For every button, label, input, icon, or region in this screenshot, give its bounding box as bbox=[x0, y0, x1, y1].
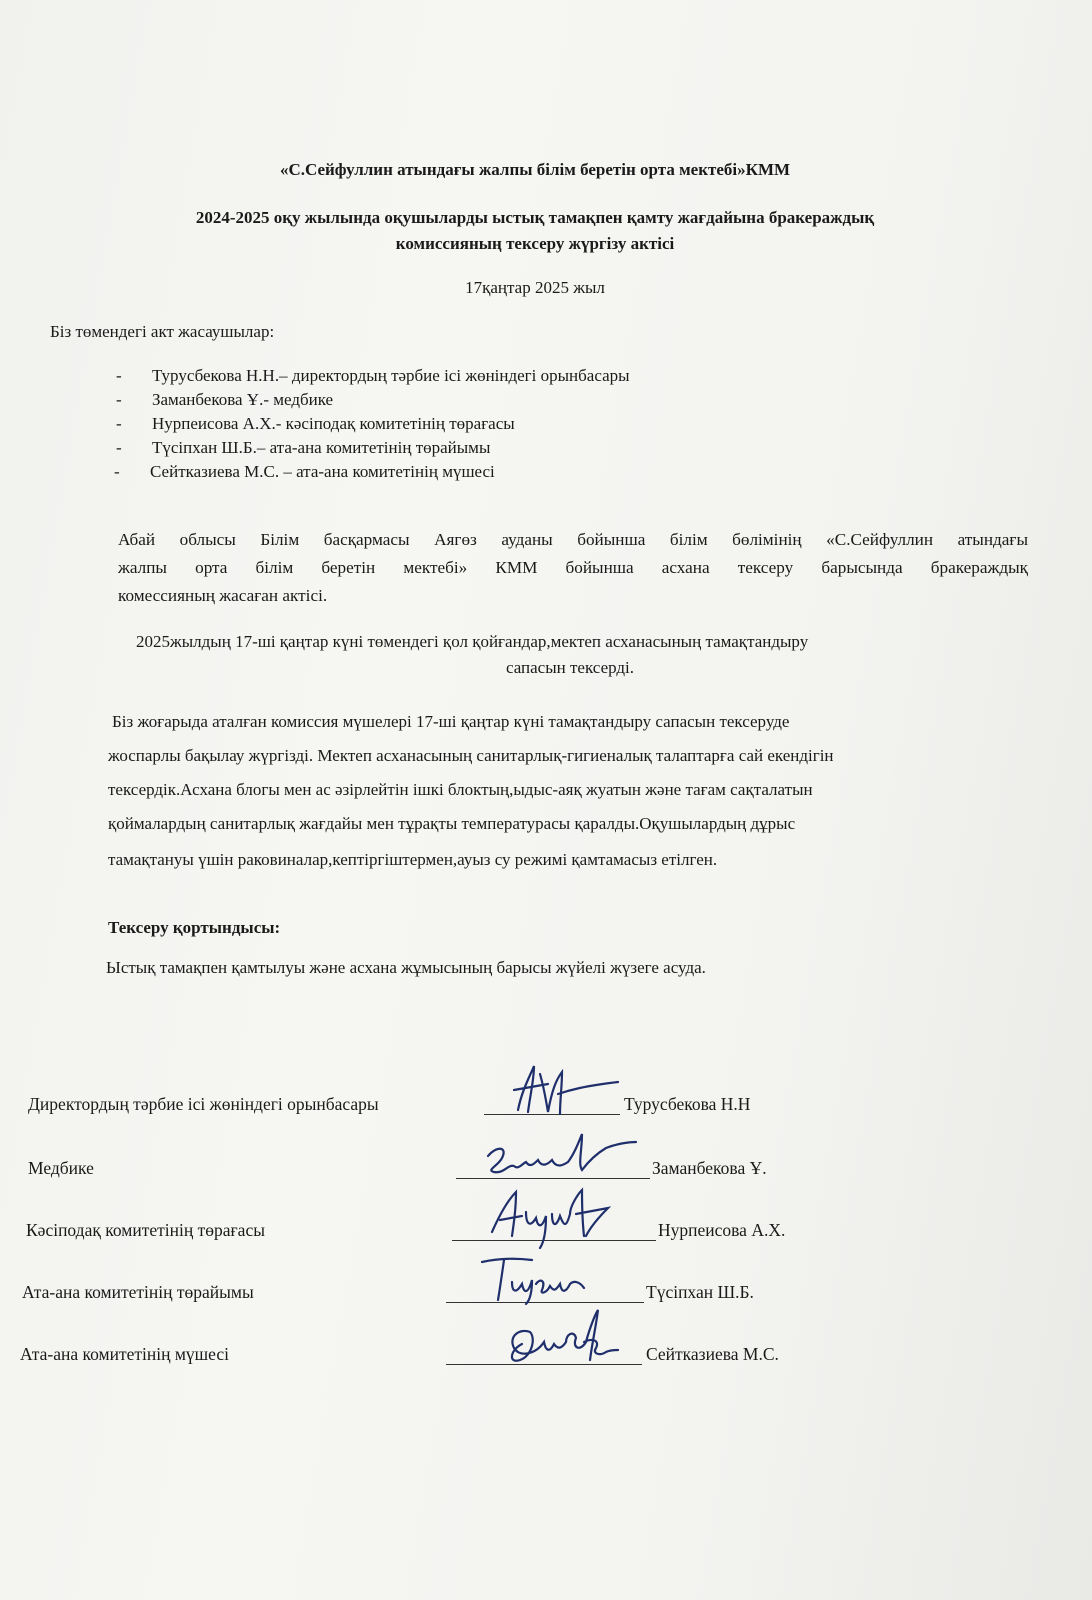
member-item: - Сейтказиева М.С. – ата-ана комитетінің мүшесі bbox=[114, 462, 495, 481]
member-text: Түсіпхан Ш.Б.– ата-ана комитетінің төрайымы bbox=[152, 438, 491, 457]
signature-name: Сейтказиева М.С. bbox=[646, 1344, 779, 1364]
paragraph-2-line: сапасын тексерді. bbox=[505, 658, 635, 677]
member-text: Нурпеисова А.Х.- кәсіподақ комитетінің төрағасы bbox=[152, 414, 515, 433]
paragraph-1-line: жалпы орта білім беретін мектебі» КММ бойынша асхана тексеру барысында бракераждық bbox=[118, 558, 1028, 577]
signature-role: Ата-ана комитетінің төрайымы bbox=[22, 1282, 254, 1302]
paragraph-3-line: Біз жоғарыда аталған комиссия мүшелері 17-ші қаңтар күні тамақтандыру сапасын тексеруде bbox=[112, 712, 790, 731]
member-text: Турусбекова Н.Н.– директордың тәрбие ісі жөніндегі орынбасары bbox=[152, 366, 630, 385]
signature-name: Түсіпхан Ш.Б. bbox=[646, 1282, 754, 1302]
member-item: - Түсіпхан Ш.Б.– ата-ана комитетінің төрайымы bbox=[116, 438, 491, 457]
signature-name: Турусбекова Н.Н bbox=[624, 1094, 751, 1114]
paragraph-3-line: жоспарлы бақылау жүргізді. Мектеп асханасының санитарлық-гигиеналық талаптарға сай екендігін bbox=[108, 746, 834, 765]
member-item: - Нурпеисова А.Х.- кәсіподақ комитетінің төрағасы bbox=[116, 414, 515, 433]
signature-image bbox=[500, 1060, 620, 1122]
paragraph-3-line: қоймалардың санитарлық жағдайы мен тұрақты температурасы қаралды.Оқушылардың дұрыс bbox=[108, 814, 796, 833]
document-date: 17қаңтар 2025 жыл bbox=[465, 278, 605, 297]
intro-text: Біз төмендегі акт жасаушылар: bbox=[50, 322, 275, 341]
signature-role: Директордың тәрбие ісі жөніндегі орынбасары bbox=[28, 1094, 379, 1114]
signature-name: Заманбекова Ұ. bbox=[652, 1158, 767, 1178]
signature-name: Нурпеисова А.Х. bbox=[658, 1220, 786, 1240]
signature-role: Ата-ана комитетінің мүшесі bbox=[20, 1344, 229, 1364]
conclusion-text: Ыстық тамақпен қамтылуы және асхана жұмысының барысы жүйелі жүзеге асуда. bbox=[106, 958, 706, 977]
conclusion-heading: Тексеру қортындысы: bbox=[108, 918, 281, 937]
paragraph-3-line: тексердік.Асхана блогы мен ас әзірлейтін ішкі блоктың,ыдыс-аяқ жуатын және тағам сақталатын bbox=[108, 780, 813, 799]
paragraph-1-line: комессияның жасаған актісі. bbox=[118, 586, 328, 605]
member-text: Сейтказиева М.С. – ата-ана комитетінің мүшесі bbox=[150, 462, 495, 481]
signature-role: Медбике bbox=[28, 1158, 94, 1178]
paragraph-2-line: 2025жылдың 17-ші қаңтар күні төмендегі қол қойғандар,мектеп асханасының тамақтандыру bbox=[136, 632, 809, 651]
signature-image bbox=[476, 1250, 596, 1306]
signature-role: Кәсіподақ комитетінің төрағасы bbox=[26, 1220, 265, 1240]
paragraph-1-line: Абай облысы Білім басқармасы Аягөз ауданы бойынша білім бөлімінің «С.Сейфуллин атындағы bbox=[118, 530, 1028, 549]
document-title-line-1: 2024-2025 оқу жылында оқушыларды ыстық тамақпен қамту жағдайына бракераждық bbox=[195, 208, 875, 227]
organization-name: «С.Сейфуллин атындағы жалпы білім беретін орта мектебі»КММ bbox=[279, 160, 791, 179]
signature-image bbox=[500, 1304, 620, 1372]
document-title-line-2: комиссияның тексеру жүргізу актісі bbox=[395, 234, 675, 253]
signature-image bbox=[478, 1124, 638, 1184]
signature-image bbox=[486, 1184, 616, 1252]
paragraph-3-line: тамақтануы үшін раковиналар,кептіргіштермен,ауыз су режимі қамтамасыз етілген. bbox=[108, 850, 718, 869]
member-text: Заманбекова Ұ.- медбике bbox=[152, 390, 334, 409]
member-item: - Заманбекова Ұ.- медбике bbox=[116, 390, 334, 409]
member-item: - Турусбекова Н.Н.– директордың тәрбие ісі жөніндегі орынбасары bbox=[116, 366, 630, 385]
